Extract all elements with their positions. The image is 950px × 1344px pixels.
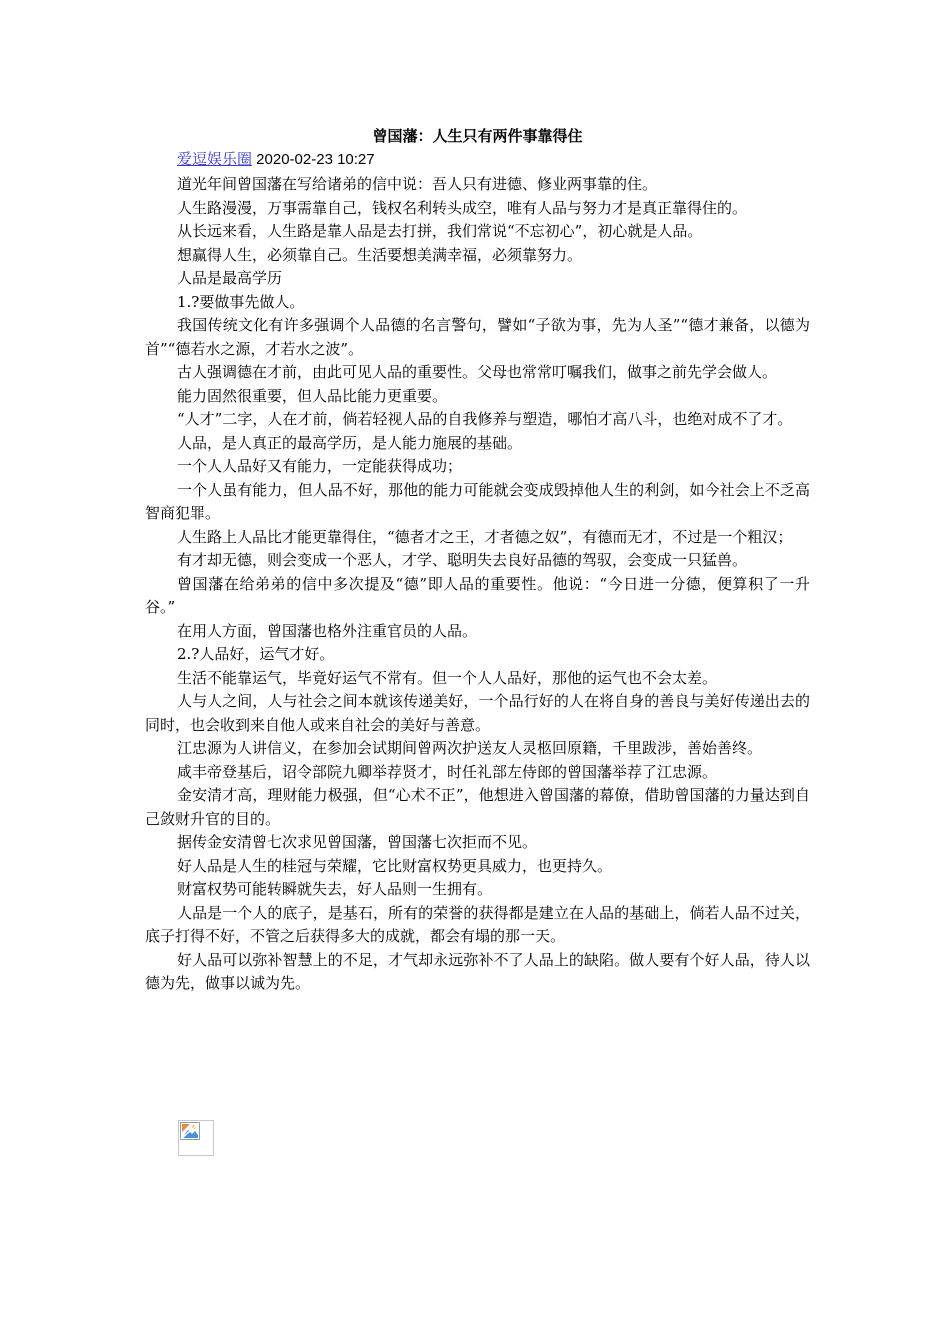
article-title: 曾国藩：人生只有两件事靠得住 (372, 127, 583, 145)
paragraph: 一个人虽有能力，但人品不好，那他的能力可能就会变成毁掉他人生的利剑，如今社会上不乏高智商犯罪。 (145, 480, 810, 522)
section-heading: 1.?要做事先做人。 (177, 292, 305, 311)
paragraph: 曾国藩在给弟弟的信中多次提及“德”即人品的重要性。他说：“今日进一分德，便算积了一升谷。” (145, 574, 810, 616)
publish-date: 2020-02-23 10:27 (252, 151, 375, 168)
paragraph: 人品，是人真正的最高学历，是人能力施展的基础。 (177, 433, 523, 452)
paragraph: 从长远来看，人生路是靠人品是去打拼，我们常说“不忘初心”，初心就是人品。 (177, 222, 703, 240)
paragraph: 道光年间曾国藩在写给诸弟的信中说：吾人只有进德、修业两事靠的住。 (177, 175, 658, 193)
article-body (145, 173, 810, 996)
paragraph: 人与人之间，人与社会之间本就该传递美好，一个品行好的人在将自身的善良与美好传递出去的同时，也会收到来自他人或来自社会的美好与善意。 (145, 692, 810, 734)
author-link[interactable]: 爱逗娱乐圈 (177, 150, 253, 168)
paragraph: 好人品可以弥补智慧上的不足，才气却永远弥补不了人品上的缺陷。做人要有个好人品，待人以德为先，做事以诚为先。 (145, 950, 810, 992)
paragraph: 人生路漫漫，万事需靠自己，钱权名利转头成空，唯有人品与努力才是真正靠得住的。 (177, 198, 748, 217)
paragraph: 想赢得人生，必须靠自己。生活要想美满幸福，必须靠努力。 (177, 245, 583, 264)
paragraph: 有才却无德，则会变成一个恶人，才学、聪明失去良好品德的驾驭，会变成一只猛兽。 (177, 551, 748, 569)
section-heading: 人品是最高学历 (177, 269, 283, 287)
paragraph: 人品是一个人的底子，是基石，所有的荣誉的获得都是建立在人品的基础上，倘若人品不过关，底子打得不好，不管之后获得多大的成就，都会有塌的那一天。 (145, 903, 810, 945)
document-page (145, 125, 810, 996)
section-heading: 2.?人品好，运气才好。 (177, 645, 335, 663)
paragraph: 我国传统文化有许多强调个人品德的名言警句，譬如“子欲为事，先为人圣”“德才兼备，以德为首”“德若水之源，才若水之波”。 (145, 316, 810, 358)
paragraph: 生活不能靠运气，毕竟好运气不常有。但一个人人品好，那他的运气也不会太差。 (177, 668, 718, 687)
broken-image-placeholder (178, 1120, 214, 1156)
paragraph: 财富权势可能转瞬就失去，好人品则一生拥有。 (177, 880, 493, 898)
paragraph: 据传金安清曾七次求见曾国藩，曾国藩七次拒而不见。 (177, 833, 538, 851)
broken-image-icon (180, 1122, 200, 1140)
paragraph: 在用人方面，曾国藩也格外注重官员的人品。 (177, 621, 478, 640)
byline (145, 148, 810, 173)
paragraph: “人才”二字，人在才前，倘若轻视人品的自我修养与塑造，哪怕才高八斗，也绝对成不了才。 (177, 410, 793, 428)
paragraph: 一个人人品好又有能力，一定能获得成功； (177, 457, 463, 475)
paragraph: 人生路上人品比才能更靠得住，“德者才之王，才者德之奴”，有德而无才，不过是一个粗汉； (177, 527, 793, 546)
paragraph: 能力固然很重要，但人品比能力更重要。 (177, 386, 448, 405)
paragraph: 古人强调德在才前，由此可见人品的重要性。父母也常常叮嘱我们，做事之前先学会做人。 (177, 363, 778, 381)
paragraph: 江忠源为人讲信义，在参加会试期间曾两次护送友人灵柩回原籍，千里跋涉，善始善终。 (177, 739, 763, 757)
paragraph: 金安清才高，理财能力极强，但“心术不正”，他想进入曾国藩的幕僚，借助曾国藩的力量达到自己敛财升官的目的。 (145, 786, 810, 828)
paragraph: 咸丰帝登基后，诏令部院九卿举荐贤才，时任礼部左侍郎的曾国藩举荐了江忠源。 (177, 762, 718, 781)
paragraph: 好人品是人生的桂冠与荣耀，它比财富权势更具威力，也更持久。 (177, 856, 613, 875)
